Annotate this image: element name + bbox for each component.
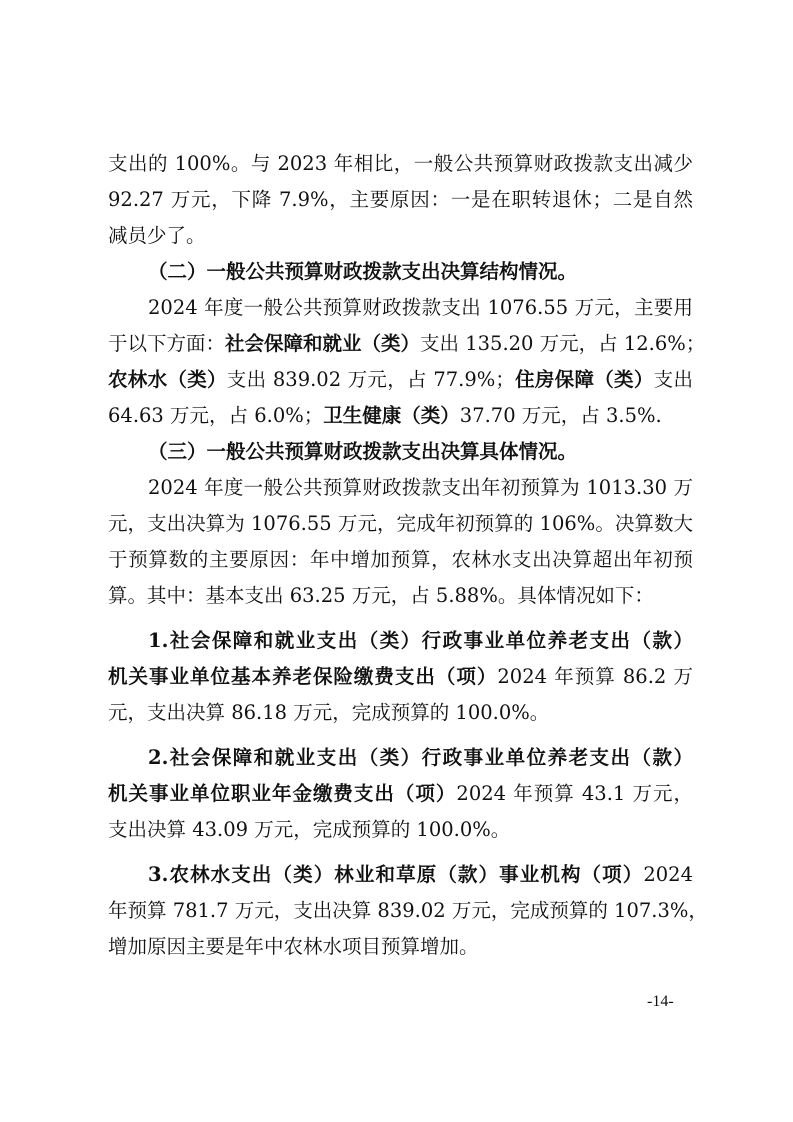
text-line xyxy=(108,402,693,430)
text-line: 支出决算 43.09 万元，完成预算的 100.0%。 xyxy=(108,818,511,841)
category-social-security: 社会保障和就业（类） xyxy=(225,332,421,355)
item-2-title: 机关事业单位职业年金缴费支出（项） xyxy=(108,782,457,805)
text-line: 支出的 100%。与 2023 年相比，一般公共预算财政拨款支出减少 xyxy=(108,152,693,175)
category-housing: 住房保障（类） xyxy=(514,368,654,391)
text-line xyxy=(108,330,706,358)
text-line: 元，支出决算为 1076.55 万元，完成年初预算的 106%。决算数大 xyxy=(108,512,693,535)
text-line: 年预算 781.7 万元，支出决算 839.02 万元，完成预算的 107.3%， xyxy=(108,899,708,922)
text-run: 2024 xyxy=(643,863,693,886)
text-run: 支出 135.20 万元，占 12.6%； xyxy=(420,332,706,355)
category-agriculture: 农林水（类） xyxy=(108,368,227,391)
text-line: 于预算数的主要原因：年中增加预算，农林水支出决算超出年初预 xyxy=(108,548,693,571)
text-line xyxy=(108,366,693,394)
item-1-heading: 1.社会保障和就业支出（类）行政事业单位养老支出（款） xyxy=(148,629,693,652)
text-run: 于以下方面： xyxy=(108,332,226,355)
text-run: 支出 xyxy=(653,368,693,391)
text-line: 增加原因主要是年中农林水项目预算增加。 xyxy=(108,935,479,958)
category-health: 卫生健康（类） xyxy=(323,404,460,427)
item-2-heading: 2.社会保障和就业支出（类）行政事业单位养老支出（款） xyxy=(148,746,693,769)
text-line xyxy=(108,780,693,808)
text-line: 元，支出决算 86.18 万元，完成预算的 100.0%。 xyxy=(108,701,550,724)
text-line: 2024 年度一般公共预算财政拨款支出年初预算为 1013.30 万 xyxy=(148,476,693,499)
section-heading-2: （二）一般公共预算财政拨款支出决算结构情况。 xyxy=(148,260,578,283)
text-line: 92.27 万元，下降 7.9%，主要原因：一是在职转退休；二是自然 xyxy=(108,188,693,211)
page-number: -14- xyxy=(647,993,674,1010)
text-line: 算。其中：基本支出 63.25 万元，占 5.88%。具体情况如下： xyxy=(108,584,654,607)
text-run: 37.70 万元，占 3.5%. xyxy=(459,404,662,427)
text-run: 2024 年预算 86.2 万 xyxy=(497,665,693,688)
text-run: 64.63 万元，占 6.0%； xyxy=(108,404,324,427)
text-run: 2024 年预算 43.1 万元， xyxy=(456,782,693,805)
text-line xyxy=(108,663,693,691)
text-line: 2024 年度一般公共预算财政拨款支出 1076.55 万元，主要用 xyxy=(148,296,693,319)
section-heading-3: （三）一般公共预算财政拨款支出决算具体情况。 xyxy=(148,440,578,463)
item-3-heading: 3.农林水支出（类）林业和草原（款）事业机构（项） xyxy=(148,863,644,886)
text-line xyxy=(148,861,693,889)
item-1-title: 机关事业单位基本养老保险缴费支出（项） xyxy=(108,665,498,688)
text-line: 减员少了。 xyxy=(108,224,206,247)
text-run: 支出 839.02 万元，占 77.9%； xyxy=(226,368,515,391)
